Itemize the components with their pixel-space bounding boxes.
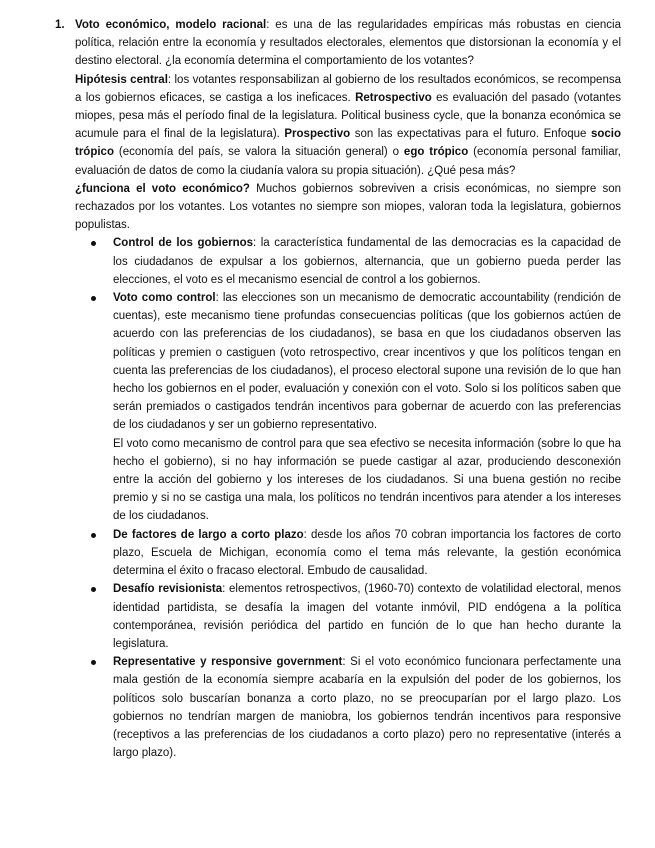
list-item <box>113 526 621 581</box>
term-socio-tropico: socio trópico <box>75 128 621 159</box>
list-item <box>113 289 621 526</box>
term-ego-tropico: ego trópico <box>403 146 469 159</box>
list-item <box>113 234 621 289</box>
bullet-text: : desde los años 70 cobran importancia los factores de corto plazo, Escuela de Michigan, economía como el tema más relevante, la gestión económica determina el éxito o fracaso electoral. Embudo de causalidad. <box>113 528 621 578</box>
bullet-label: Voto como control <box>113 292 216 305</box>
term-prospectivo: Prospectivo <box>284 128 351 141</box>
bullet-label: De factores de largo a corto plazo <box>113 528 304 541</box>
section-intro <box>75 16 621 71</box>
list-item <box>113 653 621 762</box>
hipotesis-text-2: es evaluación del pasado (votantes miopes, pesa más el período final de la legislatura. Political business cycle, que la bonanza económica se acumule para el final de la legislatura). <box>75 91 622 141</box>
bullet-paragraph <box>113 234 621 289</box>
hipotesis-label: Hipótesis central <box>75 73 168 86</box>
bullet-paragraph <box>113 580 621 653</box>
bullet-extra-paragraph: El voto como mecanismo de control para que sea efectivo se necesita información (sobre lo que ha hecho el gobierno), si no hay información se puede castigar al azar, produciendo desconexión entre la acción del gobierno y los intereses de los ciudadanos. Si una buena gestión no recibe premio y si no se castiga una mala, los políticos no tendrán incentivos para atender a los intereses de los ciudadanos. <box>113 437 621 523</box>
funciona-paragraph <box>75 180 621 235</box>
section-heading: Voto económico, modelo racional <box>75 19 267 31</box>
hipotesis-text-5: (economía personal familiar, evaluación de datos de como la ciudanía valora su propia situación). ¿Qué pesa más? <box>75 146 621 177</box>
bullet-icon <box>91 296 96 301</box>
bullet-label: Desafío revisionista <box>113 583 223 596</box>
bullet-text: : Si el voto económico funcionara perfectamente una mala gestión de la economía siempre acabaría en la expulsión del poder de los gobiernos, los políticos solo buscarían bonanza a corto plazo, no se preocuparían por el largo plazo. Los gobiernos no tendrían margen de maniobra, los gobiernos tendrán incentivos para responsive (receptivos a las preferencias de los ciudadanos a corto plazo) pero no representative (interés a largo plazo). <box>113 656 621 760</box>
bullet-list <box>75 234 621 762</box>
bullet-text: : las elecciones son un mecanismo de democratic accountability (rendición de cuentas), este mecanismo tiene profundas consecuencias políticas (que los gobiernos actúen de acuerdo con las preferencias de los ciudadanos), se basa en que los ciudadanos observen las políticas y premien o castiguen (voto retrospectivo, crear incentivos y que los políticos tengan en cuenta las preferencias de los ciudadanos), el proceso electoral supone una revisión de lo que han hecho los gobiernos en el poder, evaluación y conexión con el voto. Solo si los políticos saben que serán premiados o castigados tendrán incentivos para gobernar de acuerdo con las preferencias de los ciudadanos y ser un gobierno representativo. <box>113 292 621 432</box>
funciona-label: ¿funciona el voto económico? <box>75 182 250 195</box>
bullet-paragraph <box>113 526 621 581</box>
bullet-text: : elementos retrospectivos, (1960-70) contexto de volatilidad electoral, menos identidad partidista, se desafía la imagen del votante inmóvil, PID endógena a la política contemporánea, revisión periódica del partido en función de lo que han hecho durante la legislatura. <box>113 583 622 650</box>
bullet-icon <box>91 241 96 246</box>
hipotesis-text-4: (economía del país, se valora la situación general) o <box>113 146 404 159</box>
hipotesis-paragraph <box>75 71 621 180</box>
bullet-text: : la característica fundamental de las democracias es la capacidad de los ciudadanos de expulsar a los gobiernos, alternancia, que un gobierno pueda perder las elecciones, el voto es el mecanismo esencial de control a los gobiernos. <box>113 237 621 286</box>
bullet-paragraph <box>113 289 621 435</box>
bullet-icon <box>91 587 96 592</box>
section-1 <box>55 16 621 762</box>
hipotesis-text-1: : los votantes responsabilizan al gobierno de los resultados económicos, se recompensa a los gobiernos eficaces, se castiga a los ineficaces. <box>75 73 621 104</box>
term-retrospectivo: Retrospectivo <box>355 91 432 104</box>
intro-text: : es una de las regularidades empíricas más robustas en ciencia política, relación entre la economía y resultados electorales, elementos que distorsionan la economía y el destino electoral. ¿la economía determina el comportamiento de los votantes? <box>75 19 621 68</box>
list-item <box>113 580 621 653</box>
funciona-text: Muchos gobiernos sobreviven a crisis económicas, no siempre son rechazados por los votantes. Los votantes no siempre son miopes, valoran toda la legislatura, gobiernos populistas. <box>75 182 621 232</box>
bullet-paragraph <box>113 653 621 762</box>
section-number: 1. <box>55 19 65 31</box>
hipotesis-text-3: son las expectativas para el futuro. Enfoque <box>350 128 591 141</box>
bullet-icon <box>91 533 96 538</box>
bullet-icon <box>91 660 96 665</box>
bullet-label: Control de los gobiernos <box>113 237 254 250</box>
bullet-label: Representative y responsive government <box>113 656 343 669</box>
